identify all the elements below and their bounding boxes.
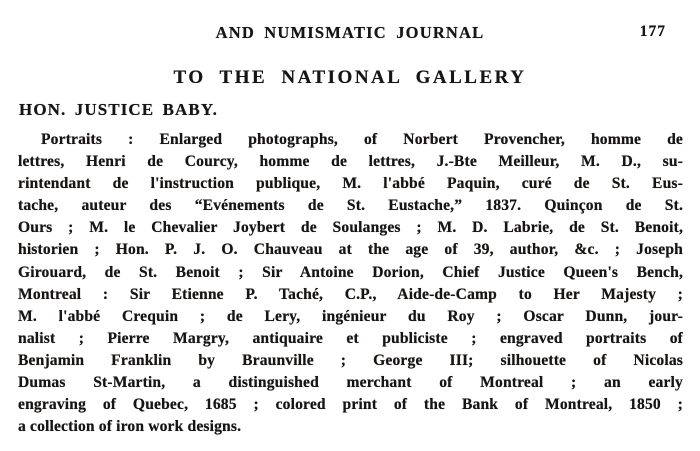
paragraph-line: rintendant de l'instruction publique, M. l'abbé Paquin, curé de St. Eus-: [18, 175, 683, 193]
paragraph-line: Girouard, de St. Benoit ; Sir Antoine Dorion, Chief Justice Queen's Bench,: [18, 263, 683, 281]
paragraph: [18, 129, 683, 438]
paragraph-line: Montreal : Sir Etienne P. Taché, C.P., Aide-de-Camp to Her Majesty ;: [18, 285, 683, 303]
entry-heading: HON. JUSTICE BABY.: [19, 100, 218, 119]
section-title: TO THE NATIONAL GALLERY: [173, 67, 527, 88]
paragraph-line: tache, auteur des “Evénements de St. Eustache,” 1837. Quinçon de St.: [18, 197, 683, 215]
paragraph-line: Portraits : Enlarged photographs, of Norbert Provencher, homme de: [41, 131, 683, 148]
running-header: AND NUMISMATIC JOURNAL: [215, 23, 485, 42]
paragraph-line: M. l'abbé Crequin ; de Lery, ingénieur du Roy ; Oscar Dunn, jour-: [18, 307, 683, 325]
page-number: 177: [639, 23, 666, 40]
paragraph-line: nalist ; Pierre Margry, antiquaire et publiciste ; engraved portraits of: [18, 329, 683, 347]
paragraph-line: a collection of iron work designs.: [18, 418, 242, 436]
paragraph-line: lettres, Henri de Courcy, homme de lettres, J.-Bte Meilleur, M. D., su-: [18, 153, 683, 171]
paragraph-line: historien ; Hon. P. J. O. Chauveau at the age of 39, author, &c. ; Joseph: [18, 241, 683, 259]
paragraph-line: engraving of Quebec, 1685 ; colored print of the Bank of Montreal, 1850 ;: [18, 396, 683, 414]
paragraph-line: Dumas St-Martin, a distinguished merchant of Montreal ; an early: [18, 374, 683, 392]
paragraph-line: Ours ; M. le Chevalier Joybert de Soulanges ; M. D. Labrie, de St. Benoit,: [18, 219, 683, 237]
paragraph-line: Benjamin Franklin by Braunville ; George III; silhouette of Nicolas: [18, 351, 683, 369]
